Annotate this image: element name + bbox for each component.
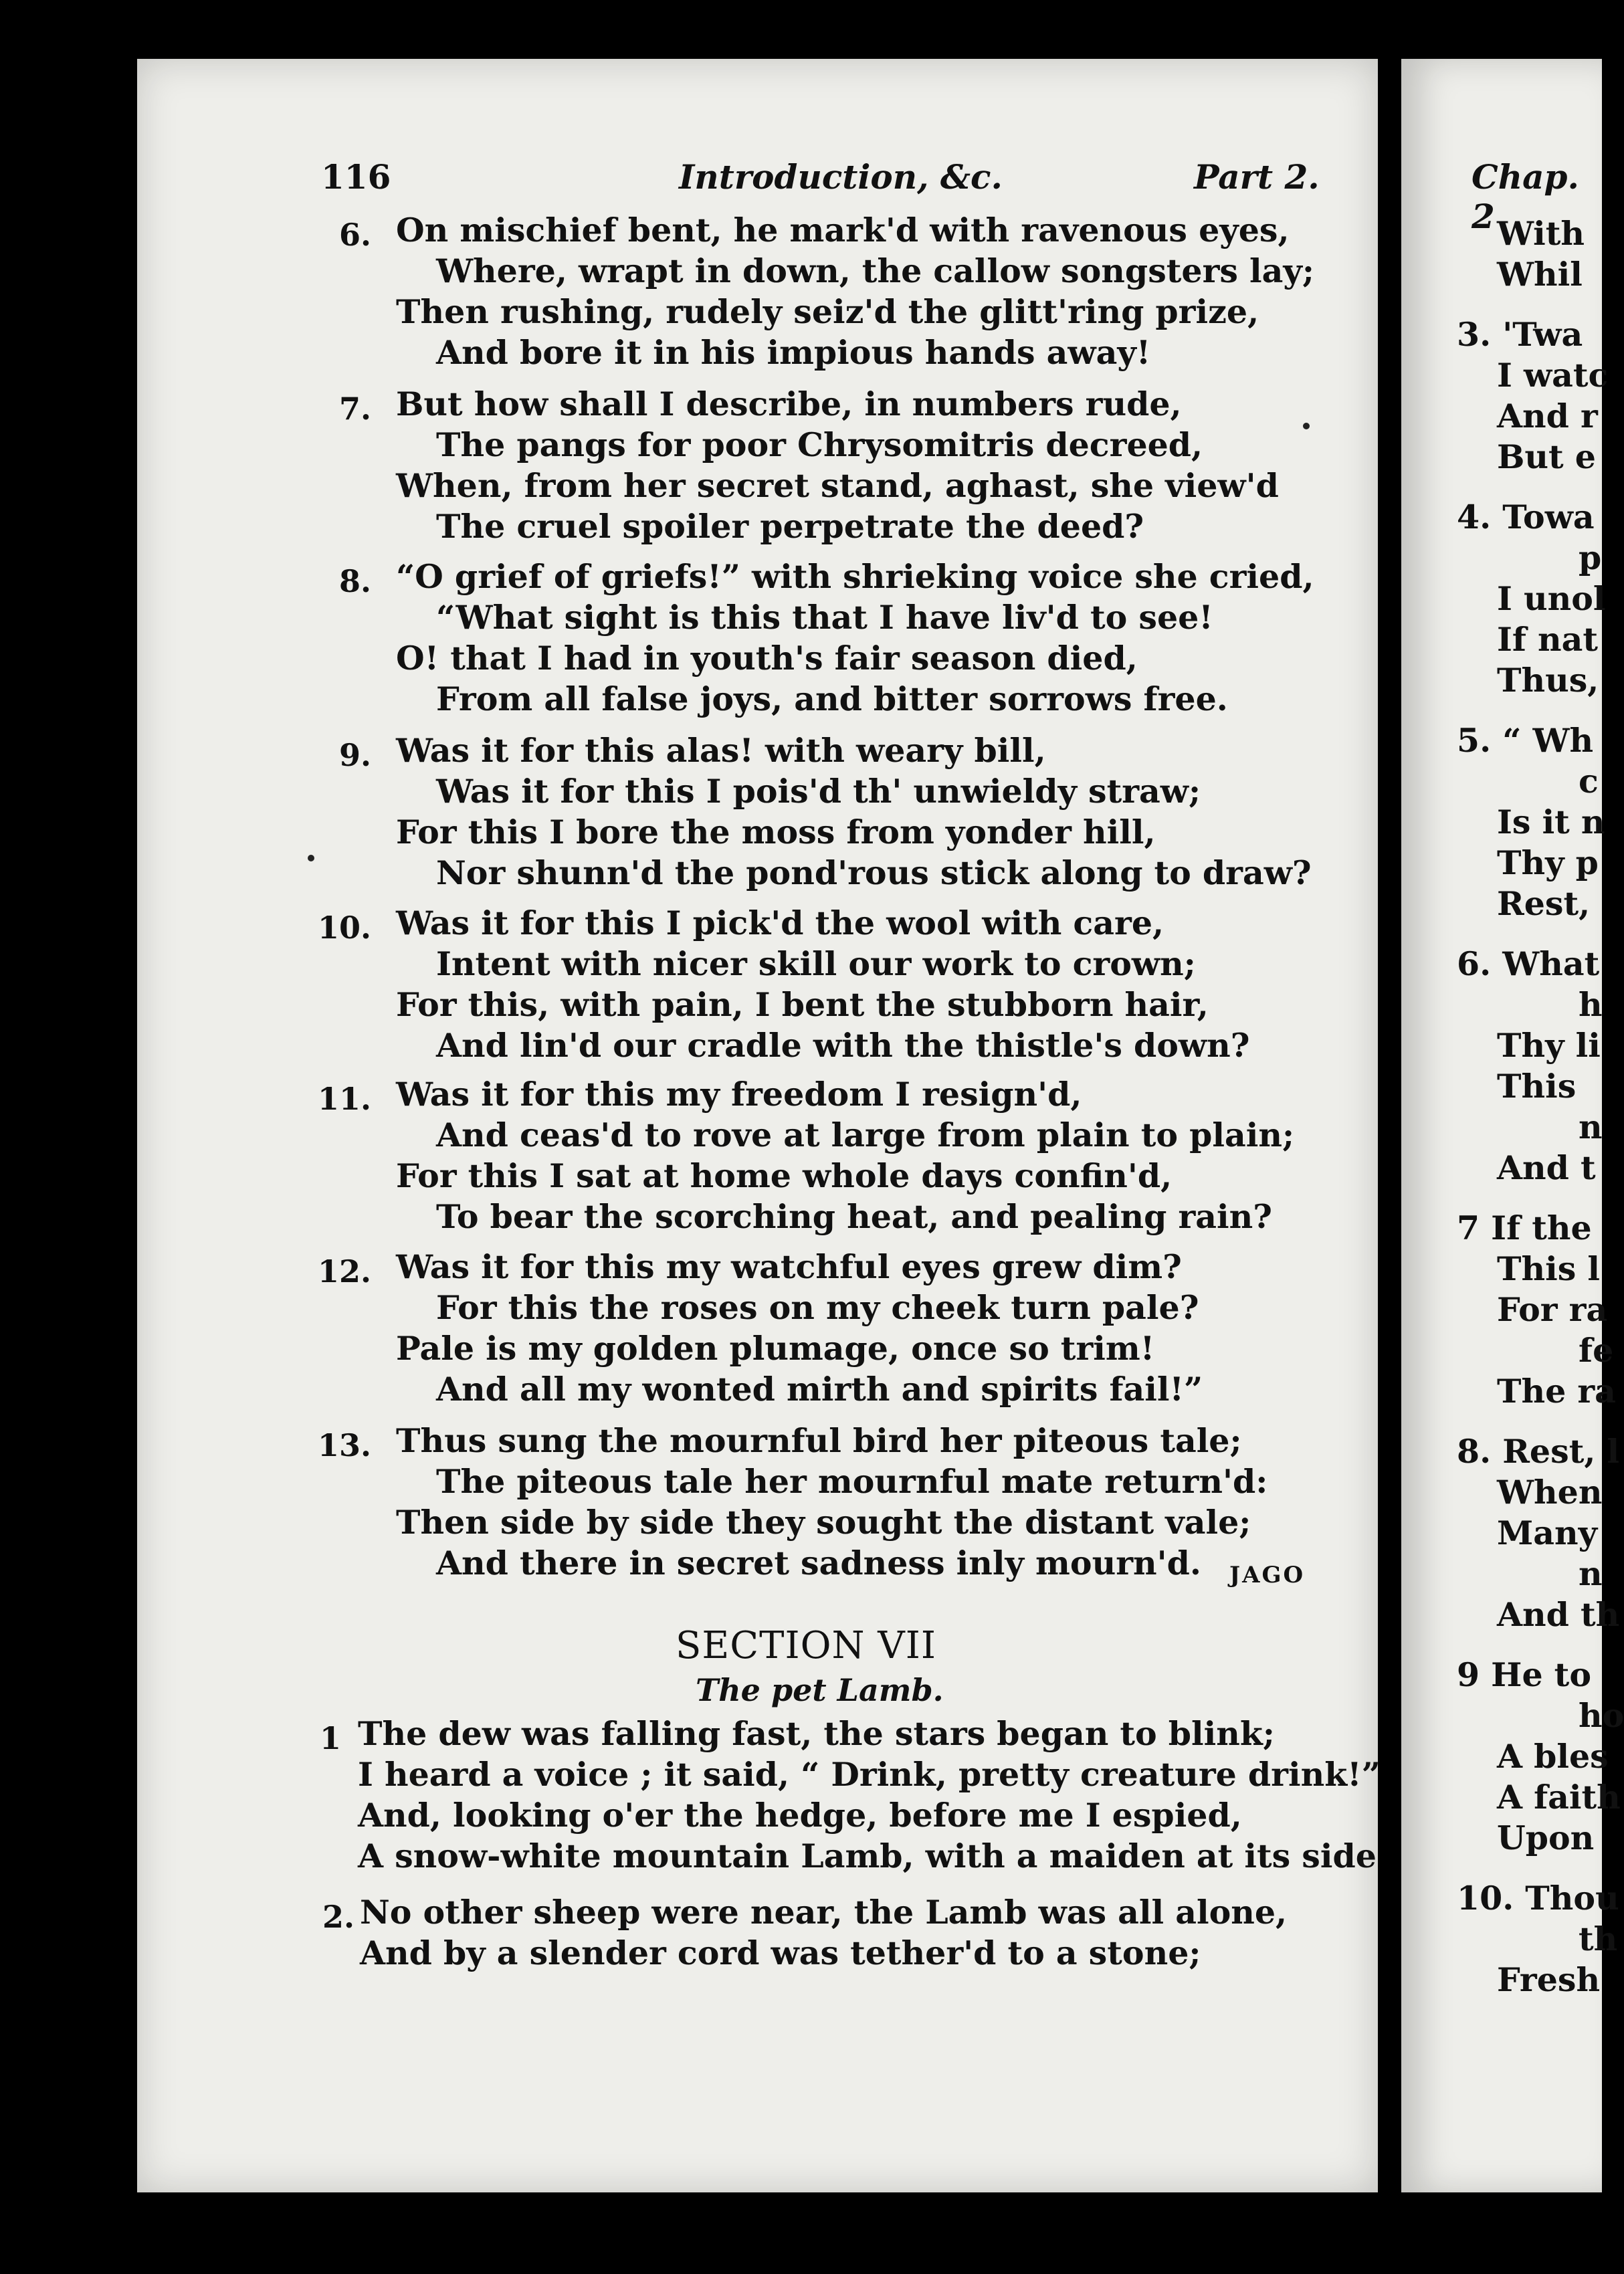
verse-line: Intent with nicer skill our work to crown; <box>436 944 1196 983</box>
verse-number: 8. <box>338 563 371 599</box>
section-subtitle: The pet Lamb. <box>696 1672 944 1708</box>
verse-line: And bore it in his impious hands away! <box>436 333 1151 372</box>
right-page-line: Many <box>1497 1514 1598 1552</box>
verse-line: Where, wrapt in down, the callow songsters lay; <box>436 251 1314 290</box>
verse-line: And ceas'd to rove at large from plain to plain; <box>436 1116 1295 1154</box>
right-page-line: Rest, <box>1497 884 1591 923</box>
verse-line: Was it for this my watchful eyes grew dim? <box>396 1247 1182 1286</box>
right-page-line: Thy li <box>1497 1026 1601 1065</box>
verse-number: 7. <box>338 391 371 427</box>
verse-line: Was it for this I pois'd th' unwieldy straw; <box>436 772 1201 811</box>
right-page-line: 3. 'Twa <box>1457 315 1583 354</box>
right-page-line: And r <box>1497 397 1598 435</box>
verse-line: Then side by side they sought the distant vale; <box>396 1503 1251 1542</box>
verse-line: O! that I had in youth's fair season died, <box>396 639 1138 678</box>
right-page-line: Thus, <box>1497 661 1599 700</box>
ink-speck <box>308 855 314 861</box>
verse-line: The piteous tale her mournful mate return'd: <box>436 1462 1268 1501</box>
verse-number: 13. <box>317 1427 371 1463</box>
right-page-line: 10. Thou <box>1457 1879 1619 1918</box>
verse-line: From all false joys, and bitter sorrows free. <box>436 680 1228 718</box>
right-page-line: If nat <box>1497 620 1599 659</box>
right-page-line: I watc <box>1497 356 1609 395</box>
verse-number: 11. <box>317 1081 371 1117</box>
right-page-line: c <box>1579 762 1599 801</box>
right-page-line: A bles <box>1497 1737 1609 1776</box>
right-page-line: I unol <box>1497 579 1606 618</box>
right-page-line: This l <box>1497 1249 1600 1288</box>
right-page-line: p <box>1579 538 1602 577</box>
verse-line: Was it for this my freedom I resign'd, <box>396 1075 1082 1114</box>
right-page-line: h <box>1579 985 1603 1024</box>
verse-line: For this, with pain, I bent the stubborn hair, <box>396 985 1209 1024</box>
right-page-line: With <box>1497 214 1585 253</box>
right-page-line: 8. Rest, l <box>1457 1432 1620 1471</box>
right-page-line: n <box>1579 1554 1603 1593</box>
part-label: Part 2. <box>1194 157 1320 197</box>
verse-line: No other sheep were near, the Lamb was all alone, <box>360 1893 1288 1932</box>
verse-line: A snow-white mountain Lamb, with a maiden at its side <box>358 1837 1377 1875</box>
verse-line: “What sight is this that I have liv'd to see! <box>436 598 1213 637</box>
verse-number: 12. <box>317 1253 371 1289</box>
verse-number: 10. <box>317 910 371 946</box>
right-page-line: 4. Towa <box>1457 498 1595 536</box>
right-page-line: 5. “ Wh <box>1457 721 1594 760</box>
verse-line: And, looking o'er the hedge, before me I espied, <box>358 1796 1242 1835</box>
verse-line: And lin'd our cradle with the thistle's down? <box>436 1026 1250 1065</box>
right-page-line: Upon <box>1497 1819 1595 1857</box>
verse-line: To bear the scorching heat, and pealing rain? <box>436 1197 1272 1236</box>
verse-line: The dew was falling fast, the stars began to blink; <box>358 1714 1275 1753</box>
section-title: SECTION VII <box>676 1624 936 1667</box>
author-attribution: JAGO <box>1229 1562 1306 1588</box>
right-page-line: Thy p <box>1497 843 1599 882</box>
verse-line: For this the roses on my cheek turn pale? <box>436 1288 1199 1327</box>
verse-line: Nor shunn'd the pond'rous stick along to draw? <box>436 853 1312 892</box>
ink-speck <box>1303 423 1310 429</box>
verse-line: Thus sung the mournful bird her piteous tale; <box>396 1421 1242 1460</box>
verse-line: “O grief of griefs!” with shrieking voice she cried, <box>396 557 1314 596</box>
right-page-line: ho <box>1579 1696 1624 1735</box>
verse-line: The pangs for poor Chrysomitris decreed, <box>436 425 1203 464</box>
right-page-line: 9 He to <box>1457 1655 1592 1694</box>
verse-number: 2. <box>322 1899 354 1935</box>
right-page-line: Fresh <box>1497 1960 1601 1999</box>
verse-line: When, from her secret stand, aghast, she view'd <box>396 466 1279 505</box>
right-page-line: And th <box>1497 1595 1620 1634</box>
verse-line: But how shall I describe, in numbers rude, <box>396 385 1182 423</box>
verse-number: 9. <box>338 737 371 773</box>
verse-line: And all my wonted mirth and spirits fail!” <box>436 1370 1203 1409</box>
verse-line: For this I sat at home whole days confin'd, <box>396 1156 1173 1195</box>
verse-line: I heard a voice ; it said, “ Drink, pretty creature drink!” <box>358 1755 1381 1794</box>
right-page-line: Is it n <box>1497 803 1605 841</box>
page-number: 116 <box>321 157 391 197</box>
right-page-line: fe <box>1579 1331 1614 1370</box>
right-page-line: For ra <box>1497 1290 1608 1329</box>
right-page-line: A faith <box>1497 1778 1621 1817</box>
right-page-line: But e <box>1497 437 1596 476</box>
right-page-line: th <box>1579 1920 1618 1958</box>
right-page-line: 6. What <box>1457 944 1600 983</box>
verse-line: On mischief bent, he mark'd with ravenous eyes, <box>396 211 1290 249</box>
running-title: Introduction, &c. <box>679 157 1003 197</box>
verse-line: And by a slender cord was tether'd to a stone; <box>360 1934 1201 1972</box>
right-page-line: This <box>1497 1067 1577 1106</box>
verse-line: For this I bore the moss from yonder hill, <box>396 813 1156 851</box>
verse-number: 1 <box>319 1720 341 1756</box>
verse-line: The cruel spoiler perpetrate the deed? <box>436 507 1144 546</box>
right-page-line: n <box>1579 1108 1603 1146</box>
verse-line: Pale is my golden plumage, once so trim! <box>396 1329 1155 1368</box>
right-page-line: And t <box>1497 1148 1596 1187</box>
right-page-header: Chap. 2 <box>1471 157 1579 236</box>
verse-line: And there in secret sadness inly mourn'd. <box>436 1544 1201 1582</box>
verse-number: 6. <box>338 217 371 253</box>
right-page-line: Whil <box>1497 255 1583 294</box>
right-page-line: The ra <box>1497 1372 1616 1411</box>
right-page-line: 7 If the <box>1457 1209 1592 1247</box>
right-page-line: When <box>1497 1473 1603 1512</box>
verse-line: Was it for this alas! with weary bill, <box>396 731 1046 770</box>
verse-line: Was it for this I pick'd the wool with care, <box>396 904 1164 942</box>
verse-line: Then rushing, rudely seiz'd the glitt'ring prize, <box>396 292 1259 331</box>
